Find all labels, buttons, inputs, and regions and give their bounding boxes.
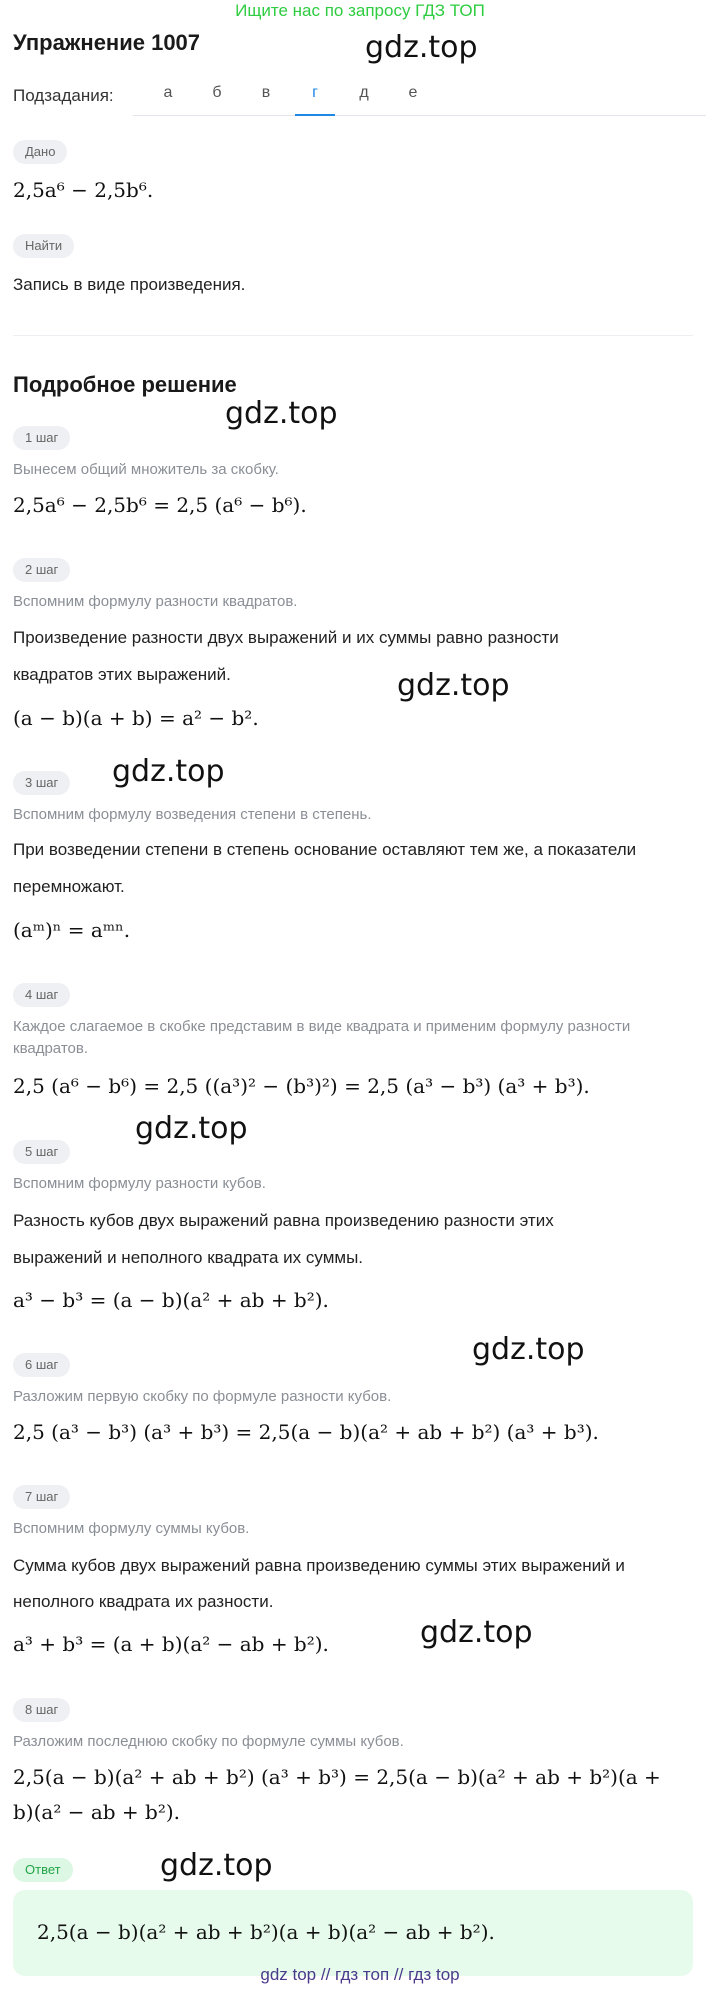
step-hint: Вспомним формулу разности квадратов. (13, 593, 298, 610)
find-badge: Найти (13, 234, 74, 258)
step-text: Разность кубов двух выражений равна произведению разности этих (13, 1211, 554, 1230)
footer (0, 1965, 720, 1985)
subtasks-row (13, 84, 693, 118)
step-hint: Разложим первую скобку по формуле разности кубов. (13, 1388, 392, 1405)
step-math: 2,5 (a³ − b³) (a³ + b³) = 2,5(a − b)(a² + ab + b²) (a³ + b³). (13, 1420, 599, 1444)
watermark: gdz.top (160, 1848, 273, 1883)
tab-g[interactable]: г (295, 84, 335, 116)
step-badge: 8 шаг (13, 1698, 70, 1722)
footer-sep: // (393, 1965, 404, 1984)
step-badge: 7 шаг (13, 1485, 70, 1509)
watermark: gdz.top (365, 30, 478, 65)
step-math: (aᵐ)ⁿ = aᵐⁿ. (13, 918, 131, 942)
step-hint: Вспомним формулу разности кубов. (13, 1175, 266, 1192)
step-hint: Вспомним формулу суммы кубов. (13, 1520, 250, 1537)
step-math: a³ − b³ = (a − b)(a² + ab + b²). (13, 1288, 329, 1312)
watermark: gdz.top (112, 754, 225, 789)
tab-d[interactable]: д (359, 84, 369, 101)
tab-v[interactable]: в (261, 84, 271, 101)
step-text: Произведение разности двух выражений и их суммы равно разности (13, 628, 559, 647)
watermark: gdz.top (225, 396, 338, 431)
step-badge: 6 шаг (13, 1353, 70, 1377)
step-hint: Разложим последнюю скобку по формуле суммы кубов. (13, 1733, 404, 1750)
footer-link[interactable]: gdz top (260, 1965, 317, 1984)
tab-e[interactable]: е (408, 84, 418, 101)
tab-b[interactable]: б (212, 84, 222, 101)
footer-sep: // (320, 1965, 331, 1984)
step-hint: Вспомним формулу возведения степени в степень. (13, 806, 372, 823)
step-math: 2,5(a − b)(a² + ab + b²) (a³ + b³) = 2,5(a − b)(a² + ab + b²)(a + (13, 1765, 661, 1789)
step-math: 2,5 (a⁶ − b⁶) = 2,5 ((a³)² − (b³)²) = 2,5 (a³ − b³) (a³ + b³). (13, 1074, 590, 1098)
subtasks-label: Подзадания: (13, 86, 114, 105)
step-badge: 5 шаг (13, 1140, 70, 1164)
step-math: a³ + b³ = (a + b)(a² − ab + b²). (13, 1632, 329, 1656)
answer-box (13, 1890, 693, 1976)
step-text: Сумма кубов двух выражений равна произведению суммы этих выражений и (13, 1556, 625, 1575)
step-text: При возведении степени в степень основание оставляют тем же, а показатели (13, 840, 637, 859)
watermark: gdz.top (135, 1111, 248, 1146)
given-badge: Дано (13, 140, 67, 164)
step-badge: 3 шаг (13, 771, 70, 795)
step-text: выражений и неполного квадрата их суммы. (13, 1248, 364, 1267)
step-math: 2,5a⁶ − 2,5b⁶ = 2,5 (a⁶ − b⁶). (13, 493, 307, 517)
step-text: неполного квадрата их разности. (13, 1592, 274, 1611)
step-math: b)(a² − ab + b²). (13, 1800, 181, 1824)
footer-link[interactable]: гдз топ (335, 1965, 390, 1984)
step-badge: 1 шаг (13, 426, 70, 450)
page-title: Упражнение 1007 (13, 30, 201, 55)
solution-title: Подробное решение (13, 372, 237, 397)
watermark: gdz.top (472, 1332, 585, 1367)
footer-link[interactable]: гдз top (408, 1965, 460, 1984)
divider (13, 335, 693, 336)
step-text: квадратов этих выражений. (13, 665, 231, 684)
step-badge: 4 шаг (13, 983, 70, 1007)
subtask-tabs (133, 84, 706, 116)
step-math: (a − b)(a + b) = a² − b². (13, 706, 259, 730)
answer-math: 2,5(a − b)(a² + ab + b²)(a + b)(a² − ab + b²). (37, 1920, 495, 1944)
find-text: Запись в виде произведения. (13, 275, 246, 294)
given-math: 2,5a⁶ − 2,5b⁶. (13, 178, 154, 202)
tab-a[interactable]: а (163, 84, 173, 101)
watermark: gdz.top (397, 668, 510, 703)
step-hint: Вынесем общий множитель за скобку. (13, 461, 279, 478)
answer-badge: Ответ (13, 1858, 73, 1882)
step-hint: квадратов. (13, 1040, 88, 1057)
step-text: перемножают. (13, 877, 125, 896)
watermark: gdz.top (420, 1615, 533, 1650)
search-banner: Ищите нас по запросу ГДЗ ТОП (235, 1, 485, 20)
step-hint: Каждое слагаемое в скобке представим в виде квадрата и применим формулу разности (13, 1018, 631, 1035)
step-badge: 2 шаг (13, 558, 70, 582)
